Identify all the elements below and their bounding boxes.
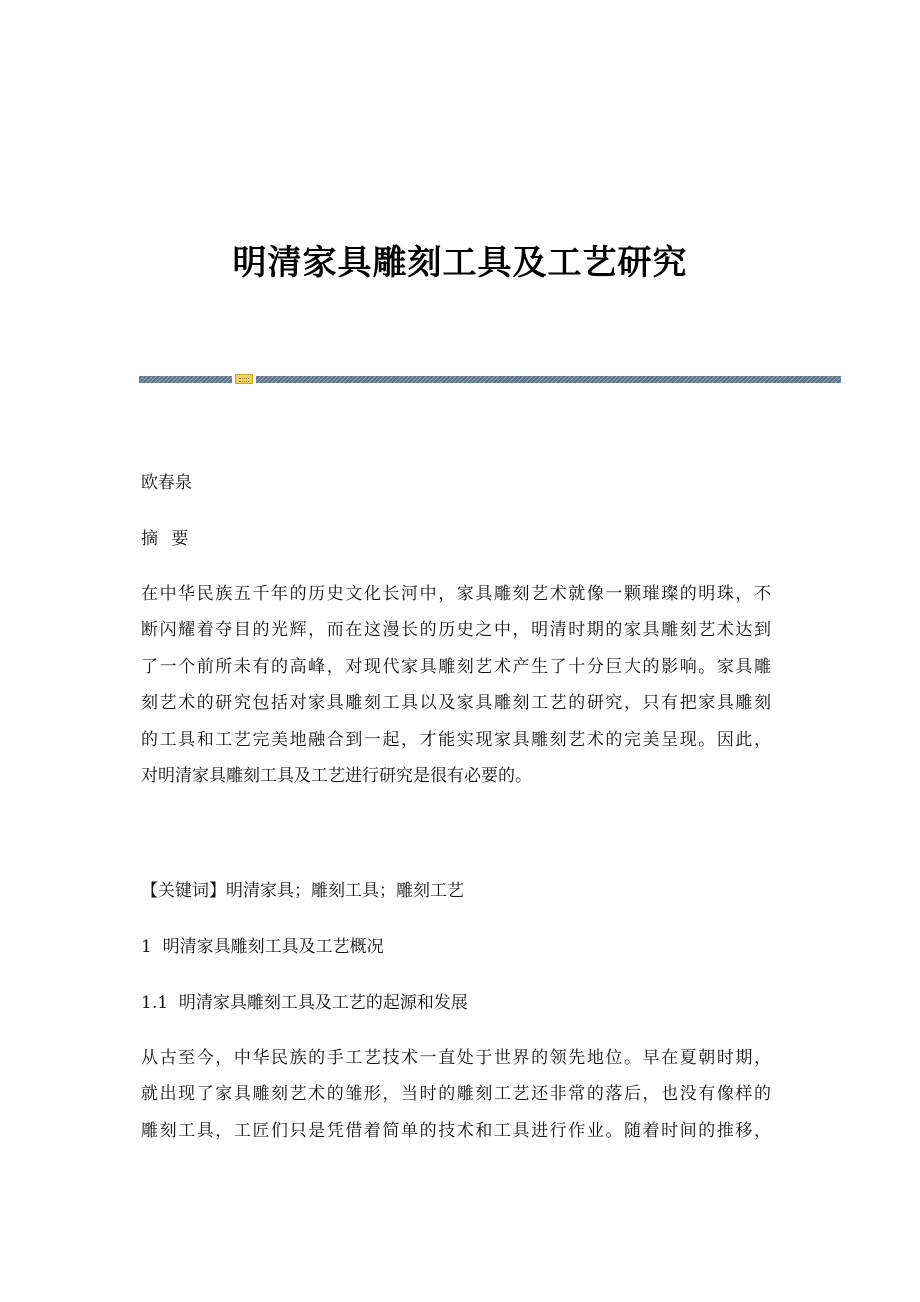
document-title: 明清家具雕刻工具及工艺研究 xyxy=(232,242,688,283)
body-line: 就出现了家具雕刻艺术的雏形，当时的雕刻工艺还非常的落后，也没有像样的 xyxy=(141,1084,771,1105)
abstract-line: 刻艺术的研究包括对家具雕刻工具以及家具雕刻工艺的研究，只有把家具雕刻 xyxy=(141,693,771,714)
divider-bar-right xyxy=(256,376,841,383)
divider-ornament-icon xyxy=(235,374,253,384)
abstract-line: 对明清家具雕刻工具及工艺进行研究是很有必要的。 xyxy=(141,765,532,786)
body-line: 雕刻工具，工匠们只是凭借着简单的技术和工具进行作业。随着时间的推移， xyxy=(141,1120,771,1141)
title-divider xyxy=(139,374,841,384)
keywords: 【关键词】明清家具；雕刻工具；雕刻工艺 xyxy=(141,881,464,901)
body-paragraph xyxy=(141,1040,771,1149)
abstract-line: 在中华民族五千年的历史文化长河中，家具雕刻艺术就像一颗璀璨的明珠，不 xyxy=(141,584,771,604)
abstract-paragraph xyxy=(141,576,771,794)
abstract-line: 了一个前所未有的高峰，对现代家具雕刻艺术产生了十分巨大的影响。家具雕 xyxy=(141,656,771,677)
section-1-heading: 1 明清家具雕刻工具及工艺概况 xyxy=(141,937,384,957)
body-line: 从古至今，中华民族的手工艺技术一直处于世界的领先地位。早在夏朝时期， xyxy=(141,1048,771,1068)
abstract-line: 断闪耀着夺目的光辉，而在这漫长的历史之中，明清时期的家具雕刻艺术达到 xyxy=(141,620,771,641)
abstract-heading: 摘 要 xyxy=(141,529,193,549)
section-1-1-heading: 1.1 明清家具雕刻工具及工艺的起源和发展 xyxy=(141,993,468,1013)
divider-bar-left xyxy=(139,376,232,383)
author-name: 欧春泉 xyxy=(141,473,192,493)
abstract-line: 的工具和工艺完美地融合到一起，才能实现家具雕刻艺术的完美呈现。因此， xyxy=(141,729,771,750)
